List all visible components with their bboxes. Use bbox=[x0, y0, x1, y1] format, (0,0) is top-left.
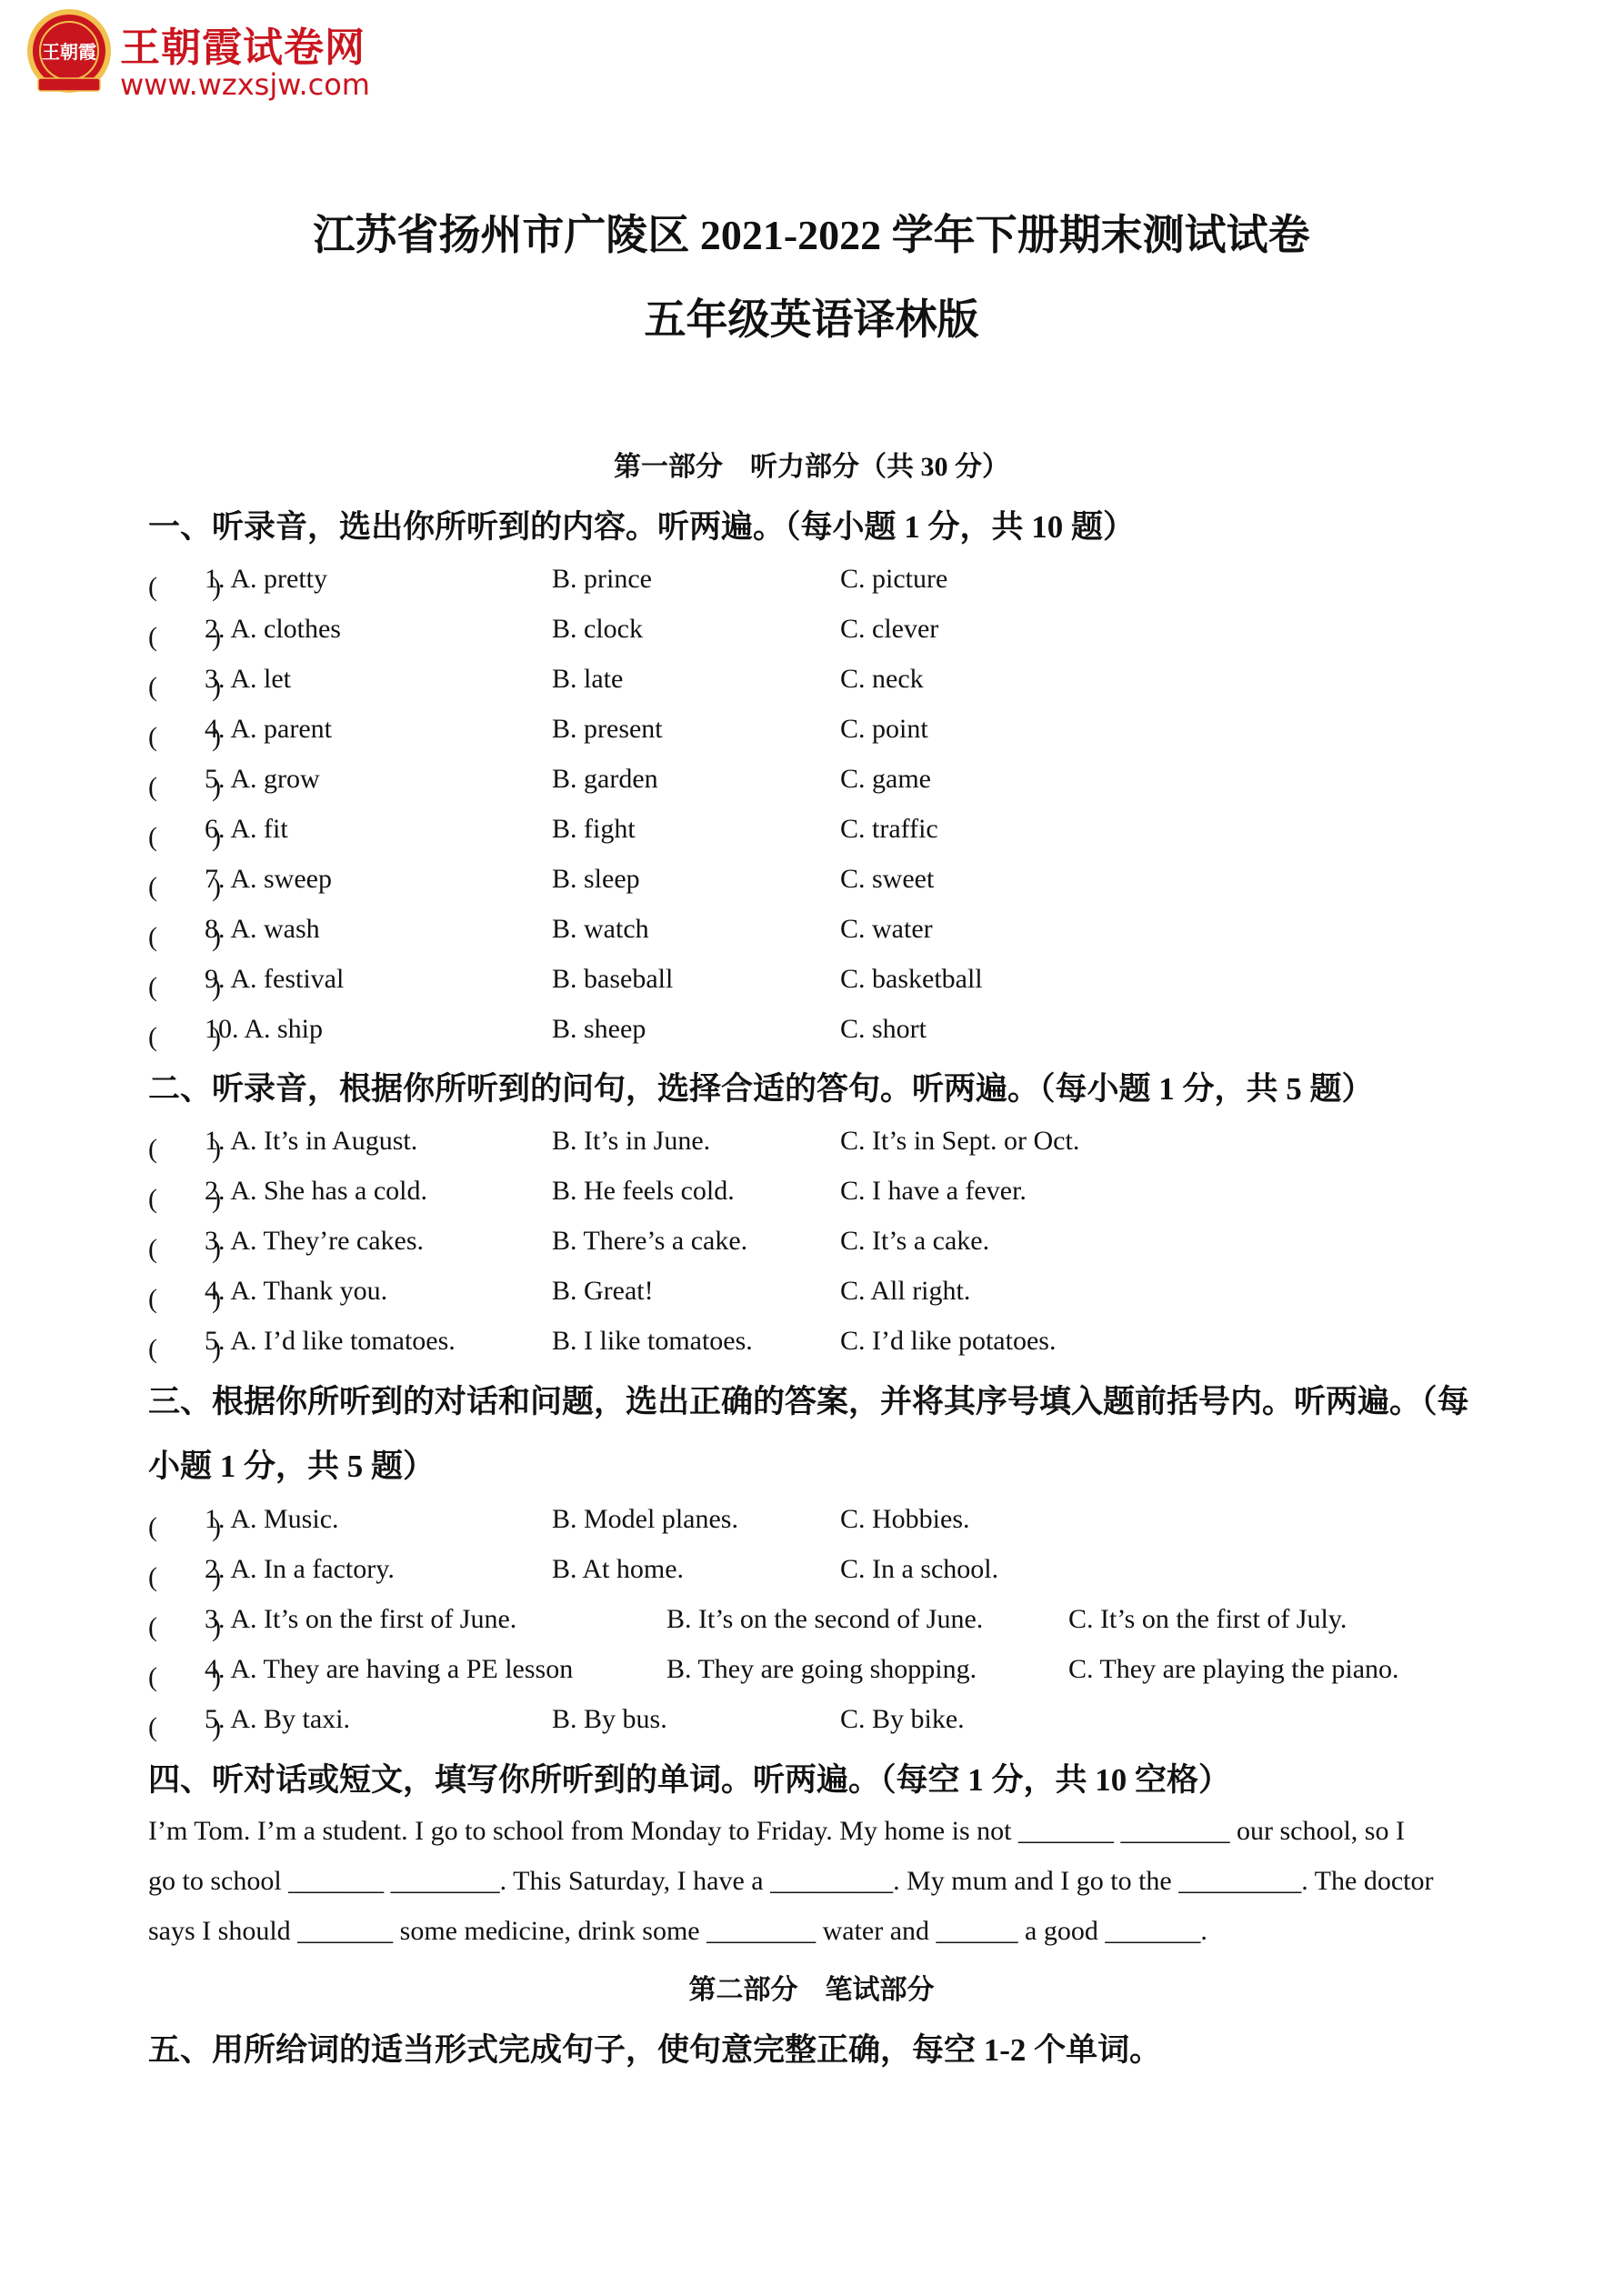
exam-title: 江苏省扬州市广陵区 2021-2022 学年下册期末测试试卷 bbox=[313, 212, 1310, 258]
option-a: 1. A. It’s in August. bbox=[205, 1126, 418, 1156]
option-c: C. basketball bbox=[840, 964, 983, 994]
svg-text:王朝霞: 王朝霞 bbox=[42, 41, 96, 63]
option-a: 1. A. Music. bbox=[205, 1504, 339, 1534]
option-b: B. sleep bbox=[552, 864, 640, 894]
answer-bracket[interactable]: ( ) bbox=[148, 822, 221, 852]
option-a: 8. A. wash bbox=[205, 914, 320, 944]
section5-heading: 五、用所给词的适当形式完成句子，使句意完整正确，每空 1-2 个单词。 bbox=[148, 2032, 1162, 2068]
option-c: C. All right. bbox=[840, 1276, 971, 1306]
option-a: 2. A. clothes bbox=[205, 614, 341, 644]
answer-bracket[interactable]: ( ) bbox=[148, 672, 221, 702]
answer-bracket[interactable]: ( ) bbox=[148, 1612, 221, 1642]
part1-heading: 第一部分 听力部分（共 30 分） bbox=[614, 452, 1009, 482]
option-a: 3. A. They’re cakes. bbox=[205, 1226, 425, 1256]
answer-bracket[interactable]: ( ) bbox=[148, 622, 221, 652]
option-b: B. late bbox=[552, 664, 624, 694]
answer-bracket[interactable]: ( ) bbox=[148, 872, 221, 902]
section3-heading-line2: 小题 1 分，共 5 题） bbox=[148, 1449, 436, 1484]
option-a: 5. A. I’d like tomatoes. bbox=[205, 1326, 456, 1356]
option-b: B. It’s in June. bbox=[552, 1126, 711, 1156]
answer-bracket[interactable]: ( ) bbox=[148, 1184, 221, 1214]
option-c: C. It’s a cake. bbox=[840, 1226, 990, 1256]
answer-bracket[interactable]: ( ) bbox=[148, 1712, 221, 1742]
option-c: C. clever bbox=[840, 614, 939, 644]
option-c: C. point bbox=[840, 714, 928, 744]
answer-bracket[interactable]: ( ) bbox=[148, 1512, 221, 1542]
option-a: 5. A. grow bbox=[205, 764, 320, 794]
answer-bracket[interactable]: ( ) bbox=[148, 1562, 221, 1592]
option-b: B. Model planes. bbox=[552, 1504, 738, 1534]
answer-bracket[interactable]: ( ) bbox=[148, 772, 221, 802]
answer-bracket[interactable]: ( ) bbox=[148, 922, 221, 952]
option-c: C. traffic bbox=[840, 814, 938, 844]
answer-bracket[interactable]: ( ) bbox=[148, 1134, 221, 1164]
option-c: C. In a school. bbox=[840, 1554, 999, 1584]
option-b: B. They are going shopping. bbox=[666, 1654, 977, 1684]
option-a: 4. A. Thank you. bbox=[205, 1276, 388, 1306]
option-b: B. garden bbox=[552, 764, 658, 794]
option-a: 9. A. festival bbox=[205, 964, 345, 994]
option-b: B. Great! bbox=[552, 1276, 654, 1306]
option-c: C. picture bbox=[840, 564, 948, 594]
option-b: B. I like tomatoes. bbox=[552, 1326, 753, 1356]
option-b: B. At home. bbox=[552, 1554, 685, 1584]
option-a: 3. A. It’s on the first of June. bbox=[205, 1604, 517, 1634]
site-name: 王朝霞试卷网 bbox=[120, 25, 366, 71]
option-c: C. It’s in Sept. or Oct. bbox=[840, 1126, 1080, 1156]
answer-bracket[interactable]: ( ) bbox=[148, 1234, 221, 1264]
option-c: C. sweet bbox=[840, 864, 935, 894]
option-b: B. There’s a cake. bbox=[552, 1226, 748, 1256]
answer-bracket[interactable]: ( ) bbox=[148, 1284, 221, 1314]
option-a: 5. A. By taxi. bbox=[205, 1704, 351, 1734]
passage-line: go to school _______ ________. This Saturday, I have a _________. My mum and I go to the _________. The doctor bbox=[148, 1866, 1434, 1896]
option-b: B. sheep bbox=[552, 1014, 646, 1044]
section4-heading: 四、听对话或短文，填写你所听到的单词。听两遍。（每空 1 分，共 10 空格） bbox=[148, 1762, 1231, 1798]
part2-heading: 第二部分 笔试部分 bbox=[688, 1975, 935, 2005]
option-c: C. Hobbies. bbox=[840, 1504, 970, 1534]
option-a: 3. A. let bbox=[205, 664, 291, 694]
option-a: 7. A. sweep bbox=[205, 864, 332, 894]
answer-bracket[interactable]: ( ) bbox=[148, 1334, 221, 1364]
option-b: B. By bus. bbox=[552, 1704, 667, 1734]
option-b: B. fight bbox=[552, 814, 636, 844]
answer-bracket[interactable]: ( ) bbox=[148, 1022, 221, 1052]
passage-line: says I should _______ some medicine, drink some ________ water and ______ a good _______. bbox=[148, 1916, 1207, 1946]
option-c: C. I have a fever. bbox=[840, 1176, 1027, 1206]
option-c: C. water bbox=[840, 914, 933, 944]
option-c: C. They are playing the piano. bbox=[1068, 1654, 1399, 1684]
option-a: 6. A. fit bbox=[205, 814, 288, 844]
option-a: 1. A. pretty bbox=[205, 564, 327, 594]
section1-heading: 一、听录音，选出你所听到的内容。听两遍。（每小题 1 分，共 10 题） bbox=[148, 509, 1136, 545]
option-a: 4. A. They are having a PE lesson bbox=[205, 1654, 574, 1684]
option-a: 2. A. In a factory. bbox=[205, 1554, 395, 1584]
site-url[interactable]: www.wzxsjw.com bbox=[120, 67, 370, 102]
option-b: B. prince bbox=[552, 564, 652, 594]
section3-heading-line1: 三、根据你所听到的对话和问题，选出正确的答案，并将其序号填入题前括号内。听两遍。（每 bbox=[148, 1384, 1469, 1419]
option-a: 4. A. parent bbox=[205, 714, 332, 744]
option-b: B. watch bbox=[552, 914, 649, 944]
option-c: C. short bbox=[840, 1014, 927, 1044]
site-logo bbox=[25, 7, 453, 105]
option-b: B. It’s on the second of June. bbox=[666, 1604, 984, 1634]
option-b: B. present bbox=[552, 714, 663, 744]
option-c: C. I’d like potatoes. bbox=[840, 1326, 1057, 1356]
option-a: 2. A. She has a cold. bbox=[205, 1176, 427, 1206]
option-b: B. baseball bbox=[552, 964, 674, 994]
seal-icon bbox=[25, 7, 113, 95]
answer-bracket[interactable]: ( ) bbox=[148, 972, 221, 1002]
option-c: C. neck bbox=[840, 664, 924, 694]
option-b: B. He feels cold. bbox=[552, 1176, 735, 1206]
answer-bracket[interactable]: ( ) bbox=[148, 1662, 221, 1692]
option-c: C. By bike. bbox=[840, 1704, 965, 1734]
section2-heading: 二、听录音，根据你所听到的问句，选择合适的答句。听两遍。（每小题 1 分，共 5 题） bbox=[148, 1071, 1374, 1107]
exam-subtitle: 五年级英语译林版 bbox=[644, 296, 979, 343]
option-b: B. clock bbox=[552, 614, 643, 644]
option-c: C. game bbox=[840, 764, 931, 794]
passage-line: I’m Tom. I’m a student. I go to school from Monday to Friday. My home is not _______ ________ our school, so I bbox=[148, 1816, 1405, 1846]
option-c: C. It’s on the first of July. bbox=[1068, 1604, 1347, 1634]
answer-bracket[interactable]: ( ) bbox=[148, 722, 221, 752]
option-a: 10. A. ship bbox=[205, 1014, 324, 1044]
answer-bracket[interactable]: ( ) bbox=[148, 572, 221, 602]
